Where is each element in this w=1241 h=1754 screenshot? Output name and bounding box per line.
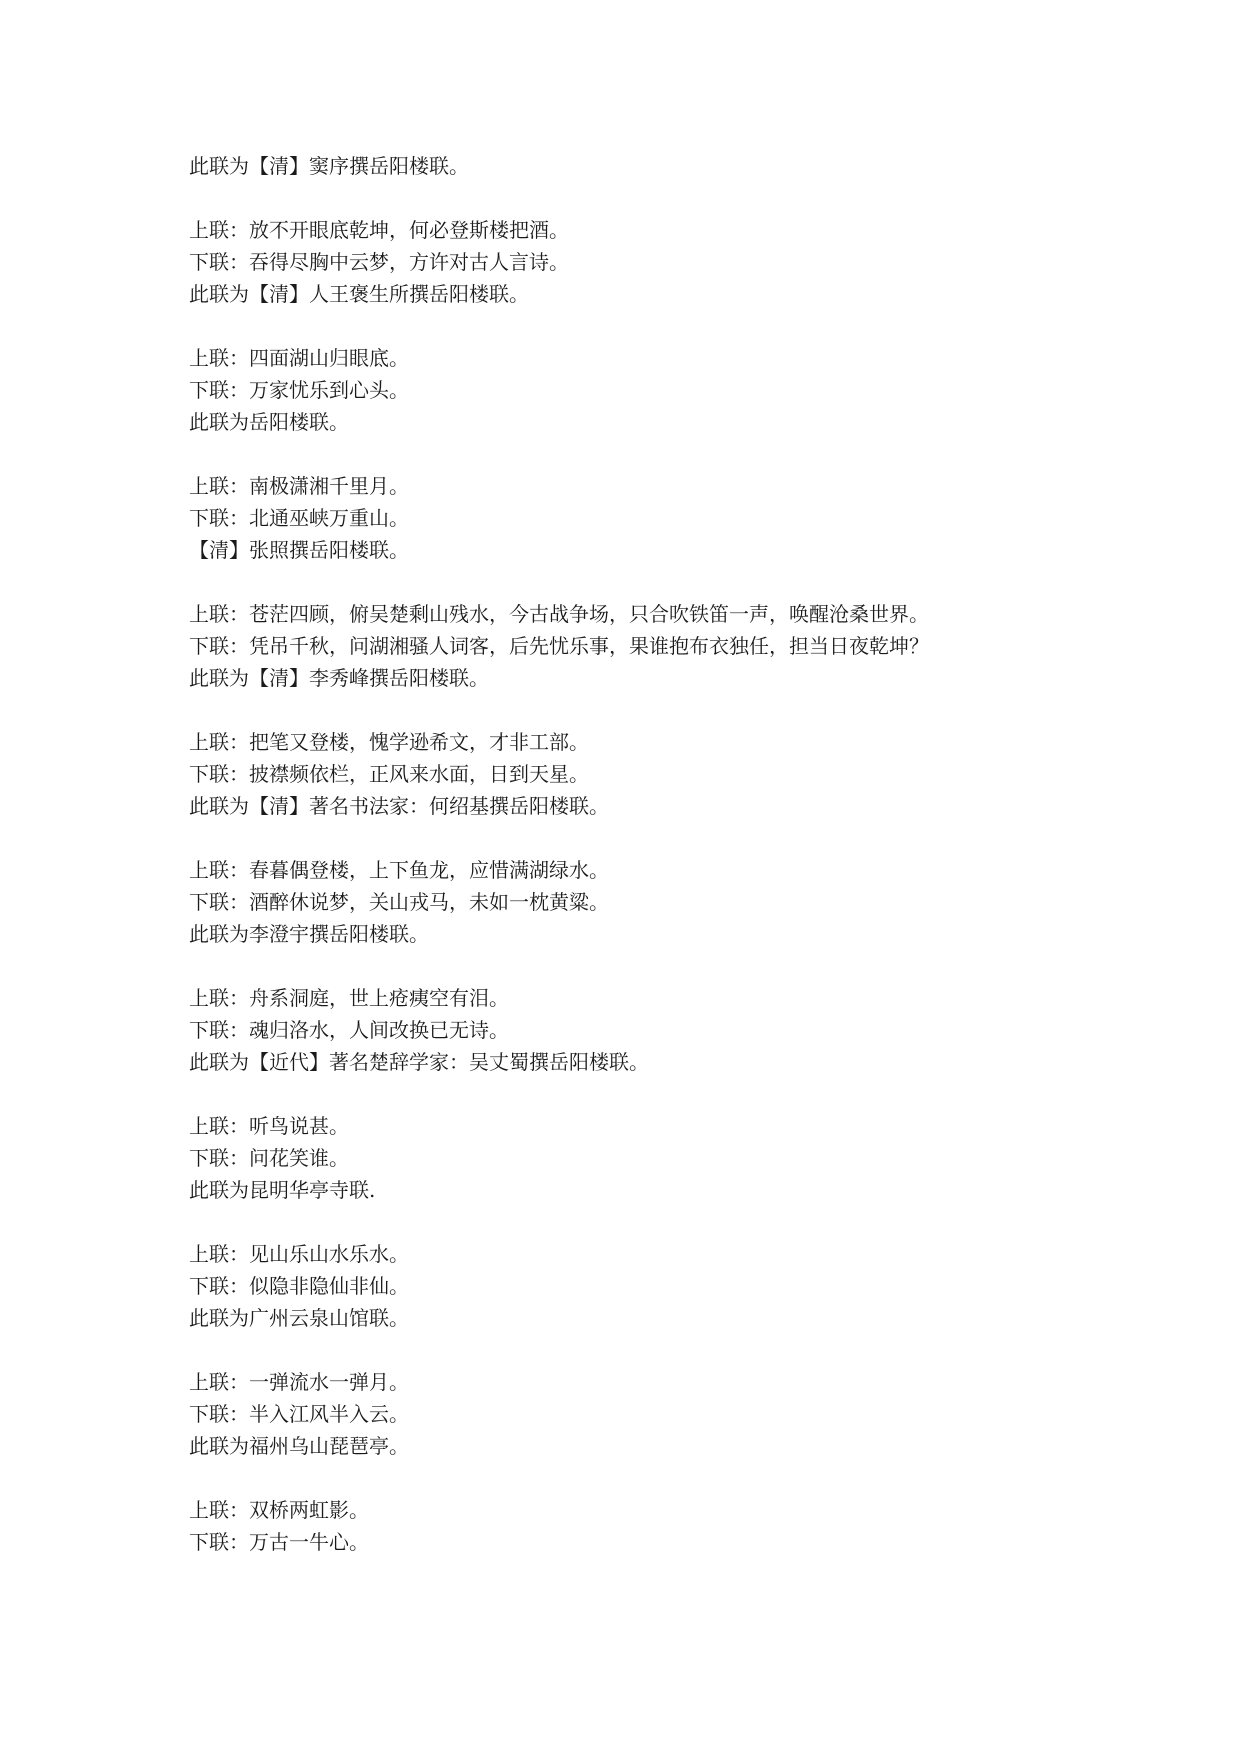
- upper-couplet-line: 上联：四面湖山归眼底。: [189, 346, 409, 370]
- couplet-block: [189, 1110, 1189, 1206]
- attribution-line: 此联为【近代】著名楚辞学家：吴丈蜀撰岳阳楼联。: [189, 1050, 649, 1074]
- lower-couplet-line: 下联：似隐非隐仙非仙。: [189, 1274, 409, 1298]
- lower-couplet-line: 下联：万家忧乐到心头。: [189, 378, 409, 402]
- lower-couplet-line: 下联：酒醉休说梦，关山戎马，未如一枕黄粱。: [189, 890, 609, 914]
- upper-couplet-line: 上联：放不开眼底乾坤，何必登斯楼把酒。: [189, 218, 569, 242]
- couplet-block: [189, 1494, 1189, 1558]
- couplet-block: [189, 726, 1189, 822]
- upper-couplet-line: 上联：听鸟说甚。: [189, 1114, 349, 1138]
- attribution-line: 此联为昆明华亭寺联.: [189, 1178, 376, 1202]
- couplet-block: [189, 342, 1189, 438]
- couplet-block: [189, 854, 1189, 950]
- lower-couplet-line: 下联：魂归洛水，人间改换已无诗。: [189, 1018, 509, 1042]
- upper-couplet-line: 上联：见山乐山水乐水。: [189, 1242, 409, 1266]
- attribution-line: 此联为【清】著名书法家：何绍基撰岳阳楼联。: [189, 794, 609, 818]
- attribution-line: 此联为【清】窦序撰岳阳楼联。: [189, 154, 469, 178]
- attribution-line: 此联为【清】人王褒生所撰岳阳楼联。: [189, 282, 529, 306]
- lower-couplet-line: 下联：半入江风半入云。: [189, 1402, 409, 1426]
- upper-couplet-line: 上联：一弹流水一弹月。: [189, 1370, 409, 1394]
- attribution-line: 此联为【清】李秀峰撰岳阳楼联。: [189, 666, 489, 690]
- couplet-block: [189, 150, 1189, 182]
- attribution-line: 此联为岳阳楼联。: [189, 410, 349, 434]
- attribution-line: 此联为福州乌山琵琶亭。: [189, 1434, 409, 1458]
- upper-couplet-line: 上联：把笔又登楼，愧学逊希文，才非工部。: [189, 730, 589, 754]
- upper-couplet-line: 上联：舟系洞庭，世上疮痍空有泪。: [189, 986, 509, 1010]
- attribution-line: 此联为李澄宇撰岳阳楼联。: [189, 922, 429, 946]
- couplet-block: [189, 470, 1189, 566]
- lower-couplet-line: 下联：万古一牛心。: [189, 1530, 369, 1554]
- lower-couplet-line: 下联：披襟频依栏，正风来水面，日到天星。: [189, 762, 589, 786]
- couplet-block: [189, 598, 1189, 694]
- upper-couplet-line: 上联：南极潇湘千里月。: [189, 474, 409, 498]
- lower-couplet-line: 下联：北通巫峡万重山。: [189, 506, 409, 530]
- document-body: [189, 150, 1189, 1590]
- upper-couplet-line: 上联：春暮偶登楼，上下鱼龙，应惜满湖绿水。: [189, 858, 609, 882]
- lower-couplet-line: 下联：凭吊千秋，问湖湘骚人词客，后先忧乐事，果谁抱布衣独任，担当日夜乾坤？: [189, 634, 929, 658]
- couplet-block: [189, 1238, 1189, 1334]
- attribution-line: 【清】张照撰岳阳楼联。: [189, 538, 409, 562]
- couplet-block: [189, 1366, 1189, 1462]
- couplet-block: [189, 214, 1189, 310]
- upper-couplet-line: 上联：苍茫四顾，俯吴楚剩山残水，今古战争场，只合吹铁笛一声，唤醒沧桑世界。: [189, 602, 929, 626]
- lower-couplet-line: 下联：问花笑谁。: [189, 1146, 349, 1170]
- lower-couplet-line: 下联：吞得尽胸中云梦，方许对古人言诗。: [189, 250, 569, 274]
- couplet-block: [189, 982, 1189, 1078]
- upper-couplet-line: 上联：双桥两虹影。: [189, 1498, 369, 1522]
- attribution-line: 此联为广州云泉山馆联。: [189, 1306, 409, 1330]
